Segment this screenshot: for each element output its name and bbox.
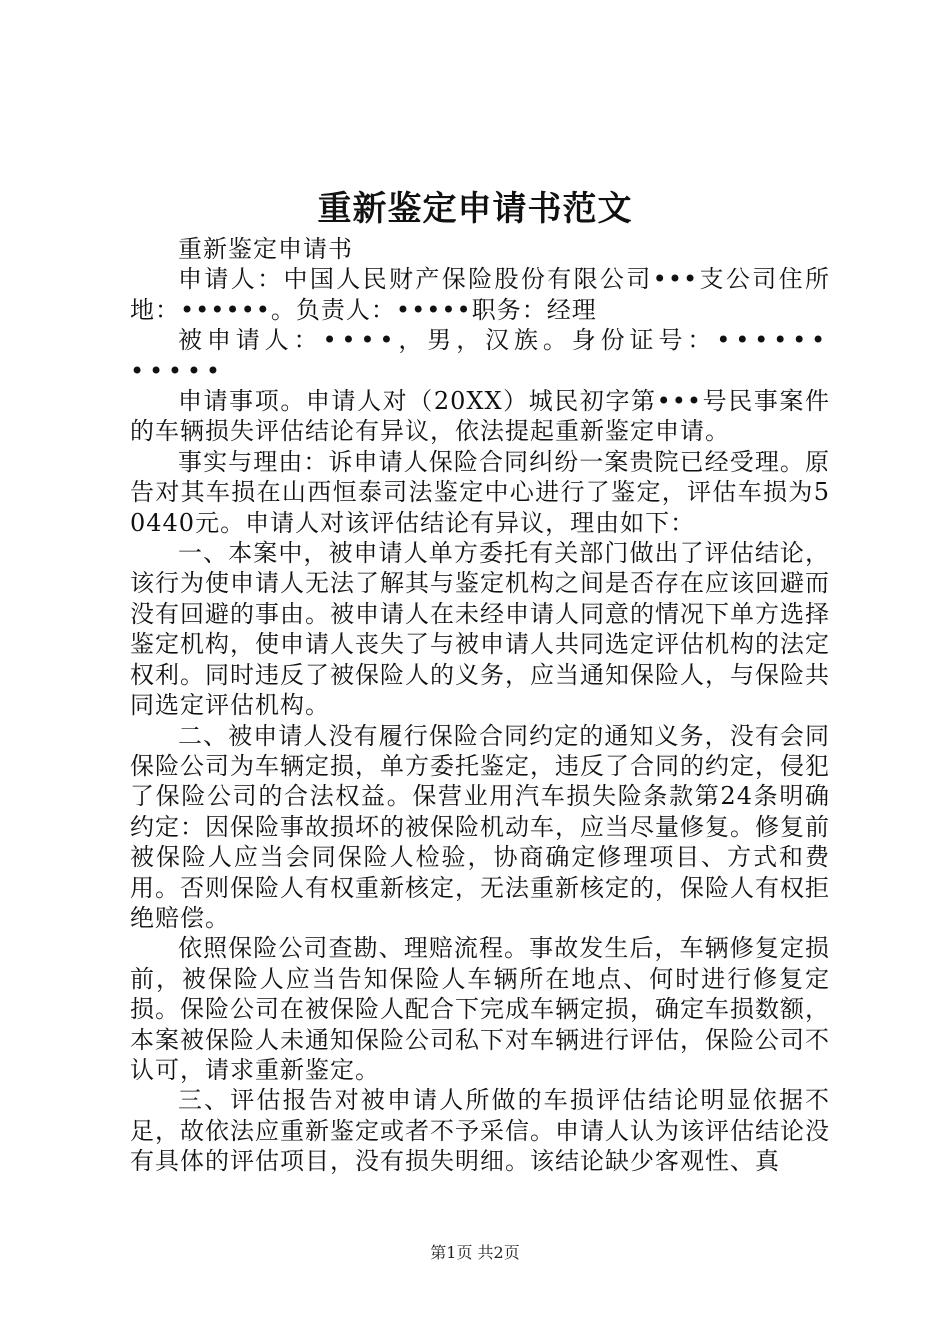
paragraph-applicant: 申请人：中国人民财产保险股份有限公司•••支公司住所地：••••••。负责人：•••••职务：经理 — [130, 265, 830, 324]
paragraph-respondent: 被申请人：••••，男，汉族。身份证号：••••••••••• — [130, 326, 830, 385]
paragraph-request: 申请事项。申请人对（20XX）城民初字第•••号民事案件的车辆损失评估结论有异议，依法提起重新鉴定申请。 — [130, 387, 830, 446]
paragraph-facts: 事实与理由：诉申请人保险合同纠纷一案贵院已经受理。原告对其车损在山西恒泰司法鉴定中心进行了鉴定，评估车损为50440元。申请人对该评估结论有异议，理由如下： — [130, 447, 830, 537]
paragraph-heading: 重新鉴定申请书 — [178, 235, 353, 263]
paragraph-reason-1: 一、本案中，被申请人单方委托有关部门做出了评估结论，该行为使申请人无法了解其与鉴定机构之间是否存在应该回避而没有回避的事由。被申请人在未经申请人同意的情况下单方选择鉴定机构，使申请人丧失了与被申请人共同选定评估机构的法定权利。同时违反了被保险人的义务，应当通知保险人，与保险共同选定评估机构。 — [130, 539, 830, 720]
page-footer: 第1页 共2页 — [430, 1243, 520, 1262]
paragraph-procedure: 依照保险公司查勘、理赔流程。事故发生后，车辆修复定损前，被保险人应当告知保险人车辆所在地点、何时进行修复定损。保险公司在被保险人配合下完成车辆定损，确定车损数额，本案被保险人未通知保险公司私下对车辆进行评估，保险公司不认可，请求重新鉴定。 — [130, 934, 830, 1084]
document-body — [130, 234, 830, 1177]
paragraph-reason-2: 二、被申请人没有履行保险合同约定的通知义务，没有会同保险公司为车辆定损，单方委托鉴定，违反了合同的约定，侵犯了保险公司的合法权益。保营业用汽车损失险条款第24条明确约定：因保险事故损坏的被保险机动车，应当尽量修复。修复前被保险人应当会同保险人检验，协商确定修理项目、方式和费用。否则保险人有权重新核定，无法重新核定的，保险人有权拒绝赔偿。 — [130, 721, 830, 932]
paragraph-reason-3: 三、评估报告对被申请人所做的车损评估结论明显依据不足，故依法应重新鉴定或者不予采信。申请人认为该评估结论没有具体的评估项目，没有损失明细。该结论缺少客观性、真 — [130, 1086, 830, 1176]
document-title: 重新鉴定申请书范文 — [317, 189, 633, 229]
